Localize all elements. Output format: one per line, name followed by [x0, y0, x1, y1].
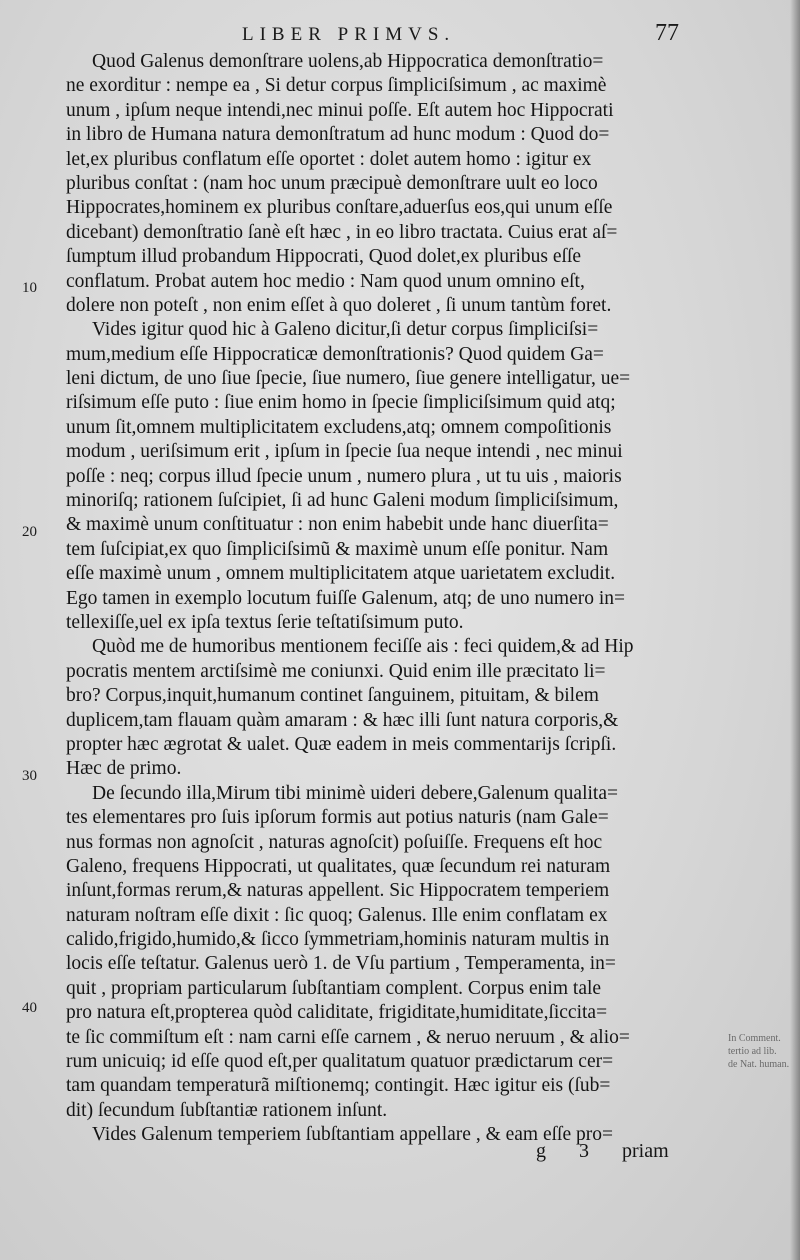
- page-number: 77: [655, 20, 679, 46]
- text-line: dit) ſecundum ſubſtantiæ rationem inſunt.: [66, 1099, 388, 1121]
- text-line: minoriſq; rationem ſuſcipiet, ſi ad hunc Galeni modum ſimpliciſsimum,: [66, 490, 619, 512]
- text-line: propter hæc ægrotat & ualet. Quæ eadem in meis commentarijs ſcripſi.: [66, 733, 617, 755]
- text-line: dolere non poteſt , non enim eſſet à quo doleret , ſi unum tantùm foret.: [66, 294, 612, 316]
- text-line: dicebant) demonſtratio ſanè eſt hæc , in eo libro tractata. Cuius erat aſ=: [66, 221, 618, 243]
- text-line: pro natura eſt,propterea quòd caliditate, frigiditate,humiditate,ſiccita=: [66, 1002, 608, 1024]
- text-line: tellexiſſe,uel ex ipſa textus ſerie teſtatiſsimum puto.: [66, 611, 464, 633]
- margin-note: [728, 1032, 789, 1071]
- text-line: mum,medium eſſe Hippocraticæ demonſtrationis? Quod quidem Ga=: [66, 343, 604, 365]
- running-head: LIBER PRIMVS.: [242, 24, 456, 45]
- text-line: Quod Galenus demonſtrare uolens,ab Hippocratica demonſtratio=: [92, 51, 604, 72]
- text-line: De ſecundo illa,Mirum tibi minimè uideri debere,Galenum qualita=: [92, 782, 618, 804]
- text-line: ne exorditur : nempe ea , Si detur corpus ſimpliciſsimum , ac maximè: [66, 75, 607, 97]
- text-line: calido,frigido,humido,& ſicco ſymmetriam,hominis naturam multis in: [66, 929, 610, 951]
- text-line: quit , propriam particularum ſubſtantiam complent. Corpus enim tale: [66, 977, 602, 999]
- line-number: 10: [22, 280, 37, 296]
- text-line: unum ſit,omnem multiplicitatem excludens,atq; omnem compoſitionis: [66, 416, 612, 438]
- body-text: [66, 50, 686, 1148]
- text-line: riſsimum eſſe puto : ſiue enim homo in ſpecie ſimpliciſsimum quid atq;: [66, 392, 616, 414]
- text-line: Hæc de primo.: [66, 758, 182, 780]
- text-line: in libro de Humana natura demonſtratum ad hunc modum : Quod do=: [66, 124, 610, 146]
- text-line: Galeno, frequens Hippocrati, ut qualitates, quæ ſecundum rei naturam: [66, 855, 611, 877]
- text-line: te ſic commiſtum eſt : nam carni eſſe carnem , & neruo neruum , & alio=: [66, 1026, 630, 1048]
- text-line: tam quandam temperaturã miſtionemq; contingit. Hæc igitur eis (ſub=: [66, 1075, 611, 1097]
- text-line: Vides Galenum temperiem ſubſtantiam appellare , & eam eſſe pro=: [92, 1124, 613, 1146]
- text-line: duplicem,tam flauam quàm amaram : & hæc illi ſunt natura corporis,&: [66, 709, 619, 731]
- catchword: priam: [622, 1140, 669, 1162]
- text-line: poſſe : neq; corpus illud ſpecie unum , numero plura , ut tu uis , maioris: [66, 465, 622, 487]
- text-line: conflatum. Probat autem hoc medio : Nam quod unum omnino eſt,: [66, 270, 585, 292]
- line-number: 20: [22, 524, 37, 540]
- text-line: & maximè unum conſtituatur : non enim habebit unde hanc diuerſita=: [66, 514, 609, 536]
- text-line: pluribus conſtat : (nam hoc unum præcipuè demonſtrare uult eo loco: [66, 172, 598, 194]
- page-edge-shadow: [790, 0, 800, 1260]
- text-line: pocratis mentem arctiſsimè me coniunxi. Quid enim ille præcitato li=: [66, 660, 606, 682]
- text-line: naturam noſtram eſſe dixit : ſic quoq; Galenus. Ille enim conflatam ex: [66, 904, 608, 926]
- text-line: Ego tamen in exemplo locutum fuiſſe Galenum, atq; de uno numero in=: [66, 587, 626, 609]
- text-line: nus formas non agnoſcit , naturas agnoſcit) poſuiſſe. Frequens eſt hoc: [66, 831, 603, 853]
- text-line: rum unicuiq; id eſſe quod eſt,per qualitatum quatuor prædictarum cer=: [66, 1051, 614, 1073]
- text-line: modum , ueriſsimum erit , ipſum in ſpecie ſua neque intendi , nec minui: [66, 441, 623, 463]
- text-line: Vides igitur quod hic à Galeno dicitur,ſi detur corpus ſimpliciſsi=: [92, 319, 599, 341]
- text-line: tes elementares pro ſuis ipſorum formis aut potius naturis (nam Gale=: [66, 807, 609, 829]
- text-line: leni dictum, de uno ſiue ſpecie, ſiue numero, ſiue genere intelligatur, ue=: [66, 368, 631, 390]
- margin-note-line: de Nat. human.: [728, 1059, 790, 1070]
- text-line: ſumptum illud probandum Hippocrati, Quod dolet,ex pluribus eſſe: [66, 246, 582, 268]
- text-line: unum , ipſum neque intendi,nec minui poſſe. Eſt autem hoc Hippocrati: [66, 99, 614, 121]
- text-line: locis eſſe teſtatur. Galenus uerò 1. de Vſu partium , Temperamenta, in=: [66, 953, 616, 975]
- margin-note-line: In Comment.: [728, 1033, 781, 1044]
- text-line: eſſe maximè unum , omnem multiplicitatem atque uarietatem excludit.: [66, 563, 616, 585]
- text-line: inſunt,formas rerum,& naturas appellent. Sic Hippocratem temperiem: [66, 880, 610, 902]
- text-line: Hippocrates,hominem ex pluribus conſtare,aduerſus eos,qui unum eſſe: [66, 197, 613, 219]
- line-number: 40: [22, 1000, 37, 1016]
- text-line: Quòd me de humoribus mentionem feciſſe ais : feci quidem,& ad Hip: [92, 636, 634, 658]
- text-line: let,ex pluribus conflatum eſſe oportet : dolet autem homo : igitur ex: [66, 148, 592, 170]
- text-line: tem ſuſcipiat,ex quo ſimpliciſsimũ & maximè unum eſſe ponitur. Nam: [66, 538, 609, 560]
- line-number: 30: [22, 768, 37, 784]
- margin-note-line: tertio ad lib.: [728, 1046, 777, 1057]
- text-line: bro? Corpus,inquit,humanum continet ſanguinem, pituitam, & bilem: [66, 685, 599, 707]
- signature-mark: g 3: [536, 1140, 603, 1162]
